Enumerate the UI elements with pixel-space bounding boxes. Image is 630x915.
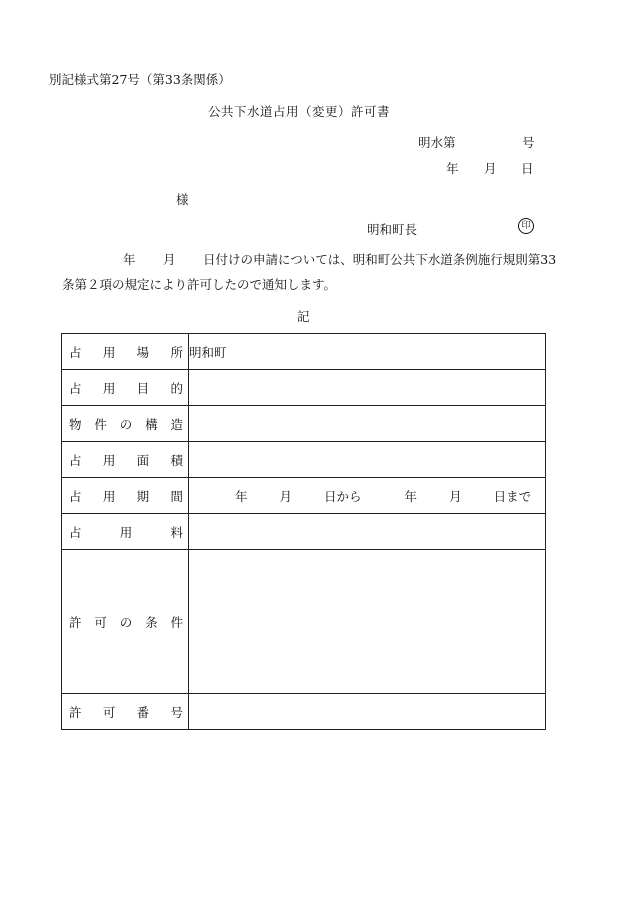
document-title: 公共下水道占用（変更）許可書: [208, 104, 391, 119]
permit-number-value: [189, 694, 546, 730]
label-char: 占: [69, 344, 82, 360]
period-from-day: 日から: [324, 488, 362, 504]
body-line1-month: 月: [163, 252, 176, 267]
location-value: 明和町: [189, 334, 546, 370]
area-value: [189, 442, 546, 478]
period-to-month: 月: [449, 488, 462, 504]
addressee-suffix: 様: [176, 192, 189, 207]
row-label-conditions: [62, 550, 189, 694]
label-char: 可: [94, 614, 107, 630]
label-char: 許: [69, 704, 82, 720]
conditions-value: [189, 550, 546, 694]
table-row: [62, 370, 546, 406]
issuer-name: 明和町長: [367, 222, 418, 237]
label-char: 目: [136, 380, 150, 396]
label-char: 用: [102, 488, 116, 504]
label-char: 許: [69, 614, 82, 630]
label-char: 件: [170, 614, 183, 630]
table-row: [62, 334, 546, 370]
label-char: 間: [170, 488, 183, 504]
label-char: の: [119, 416, 133, 432]
table-row: [62, 406, 546, 442]
table-row: [62, 478, 546, 514]
body-line2-text: 条第２項の規定により許可したので通知します。: [62, 277, 337, 292]
label-char: 構: [145, 416, 158, 432]
table-row: [62, 442, 546, 478]
date-day: 日: [521, 161, 534, 176]
date-month: 月: [484, 161, 497, 176]
date-year: 年: [446, 161, 459, 176]
label-char: 件: [94, 416, 107, 432]
table-row: [62, 694, 546, 730]
period-to-year: 年: [404, 488, 418, 504]
structure-value: [189, 406, 546, 442]
table-row: [62, 550, 546, 694]
label-char: 番: [136, 704, 150, 720]
label-char: 条: [145, 614, 158, 630]
label-char: の: [119, 614, 133, 630]
row-label-purpose: [62, 370, 189, 406]
seal-mark-icon: 印: [518, 218, 534, 234]
label-char: 面: [136, 452, 150, 468]
row-label-permit-number: [62, 694, 189, 730]
period-value: [189, 478, 546, 514]
period-from-year: 年: [235, 488, 248, 504]
permit-details-table: [61, 333, 546, 730]
body-line1-text: 日付けの申請については、明和町公共下水道条例施行規則第33: [203, 252, 557, 267]
label-char: 占: [69, 452, 82, 468]
row-label-location: [62, 334, 189, 370]
label-char: 造: [170, 416, 183, 432]
label-char: 占: [69, 524, 82, 540]
label-char: 的: [170, 380, 183, 396]
label-char: 所: [170, 344, 183, 360]
label-char: 場: [136, 344, 150, 360]
label-char: 号: [170, 704, 183, 720]
table-row: [62, 514, 546, 550]
row-label-fee: [62, 514, 189, 550]
label-char: 料: [170, 524, 183, 540]
fee-value: [189, 514, 546, 550]
row-label-period: [62, 478, 189, 514]
form-number: 別記様式第27号（第33条関係）: [49, 72, 231, 87]
ki-heading: 記: [297, 309, 310, 324]
label-char: 占: [69, 380, 82, 396]
label-char: 積: [170, 452, 183, 468]
doc-number-suffix: 号: [522, 135, 535, 150]
label-char: 用: [119, 524, 133, 540]
body-line1-year: 年: [123, 252, 136, 267]
label-char: 用: [102, 344, 116, 360]
doc-number-prefix: 明水第: [418, 135, 456, 150]
label-char: 占: [69, 488, 82, 504]
row-label-structure: [62, 406, 189, 442]
label-char: 用: [102, 380, 116, 396]
purpose-value: [189, 370, 546, 406]
label-char: 期: [136, 488, 150, 504]
period-from-month: 月: [279, 488, 293, 504]
label-char: 可: [102, 704, 116, 720]
label-char: 用: [102, 452, 116, 468]
label-char: 物: [69, 416, 82, 432]
period-to-day: 日まで: [493, 488, 532, 504]
row-label-area: [62, 442, 189, 478]
